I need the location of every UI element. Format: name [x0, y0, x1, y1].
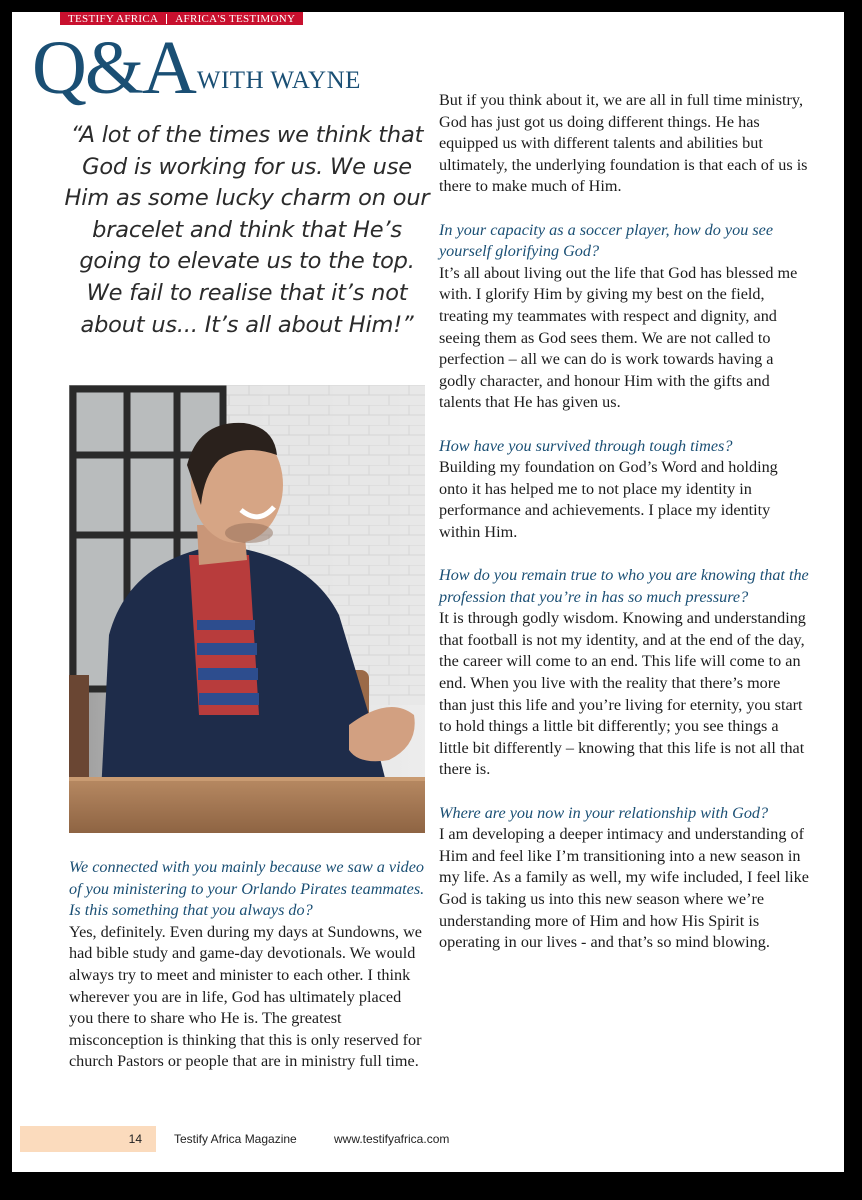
paragraph-gap [439, 198, 809, 220]
right-column [439, 90, 809, 954]
pull-quote: “A lot of the times we think that God is working for us. We use Him as some lucky charm on our bracelet and think that He’s going to elevate us to the top. We fail to realise that it’s not about us... It’s all about Him!” [64, 122, 430, 338]
footer-magazine-name: Testify Africa Magazine [174, 1132, 297, 1146]
left-column [69, 857, 425, 1073]
answer-1: Yes, definitely. Even during my days at Sundowns, we had bible study and game-day devotionals. We would always try to meet and minister to each other. I think wherever you are in life, God has ultimately placed you there to share who He is. The greatest misconception is thinking that this is only reserved for church Pastors or people that are in ministry full time. [69, 922, 422, 1071]
header-separator [166, 14, 167, 24]
footer-website-link[interactable]: www.testifyafrica.com [334, 1132, 450, 1146]
question-3: How have you survived through tough times? [439, 436, 733, 455]
header-tag-left: TESTIFY AFRICA [68, 12, 159, 25]
header-tag-right: AFRICA'S TESTIMONY [175, 12, 296, 25]
question-5: Where are you now in your relationship with God? [439, 803, 769, 822]
answer-4: It is through godly wisdom. Knowing and understanding that football is not my identity, and at the end of the day, the career will come to an end. This life will come to an end. When you live with the reality that there’s more than just this life and you’re living for eternity, you start to hold things a little bit differently; you see things a little bit differently – knowing that this life is not all that there is. [439, 609, 806, 779]
paragraph-gap [439, 781, 809, 803]
paragraph-gap [439, 543, 809, 565]
portrait-photo-illustration [69, 385, 425, 833]
magazine-page [12, 12, 844, 1172]
title-main: Q&A [32, 26, 195, 110]
page-number: 14 [128, 1132, 142, 1146]
answer-2: It’s all about living out the life that God has blessed me with. I glorify Him by giving my best on the field, treating my teammates with respect and dignity, and seeing them as God sees them. We are not called to perfection – all we can do is work towards having a godly character, and honour Him with the gifts and talents that He has given us. [439, 263, 798, 412]
article-title [32, 26, 361, 110]
answer-5: I am developing a deeper intimacy and understanding of Him and feel like I’m transitioning into a new season in my life. As a family as well, my wife included, I feel like God is taking us into this new season where we’re understanding more of Him and how His Spirit is operating in our lives - and that’s so mind blowing. [439, 825, 809, 952]
question-1: We connected with you mainly because we saw a video of you ministering to your Orlando Pirates teammates. Is this something that you always do? [69, 858, 425, 920]
footer-page-bar [20, 1126, 156, 1152]
answer-3: Building my foundation on God’s Word and holding onto it has helped me to not place my identity in performance and achievements. I place my identity within Him. [439, 458, 778, 541]
question-2: In your capacity as a soccer player, how do you see yourself glorifying God? [439, 220, 774, 261]
answer-1-continued: But if you think about it, we are all in full time ministry, God has just got us doing different things. He has equipped us with different talents and abilities but ultimately, the underlying foundation is that each of us is there to make much of Him. [439, 91, 808, 196]
question-4: How do you remain true to who you are knowing that the profession that you’re in has so much pressure? [439, 566, 809, 606]
paragraph-gap [439, 414, 809, 436]
interview-photo [69, 385, 425, 833]
section-header-tab [60, 12, 303, 25]
title-sub: WITH WAYNE [196, 67, 361, 95]
